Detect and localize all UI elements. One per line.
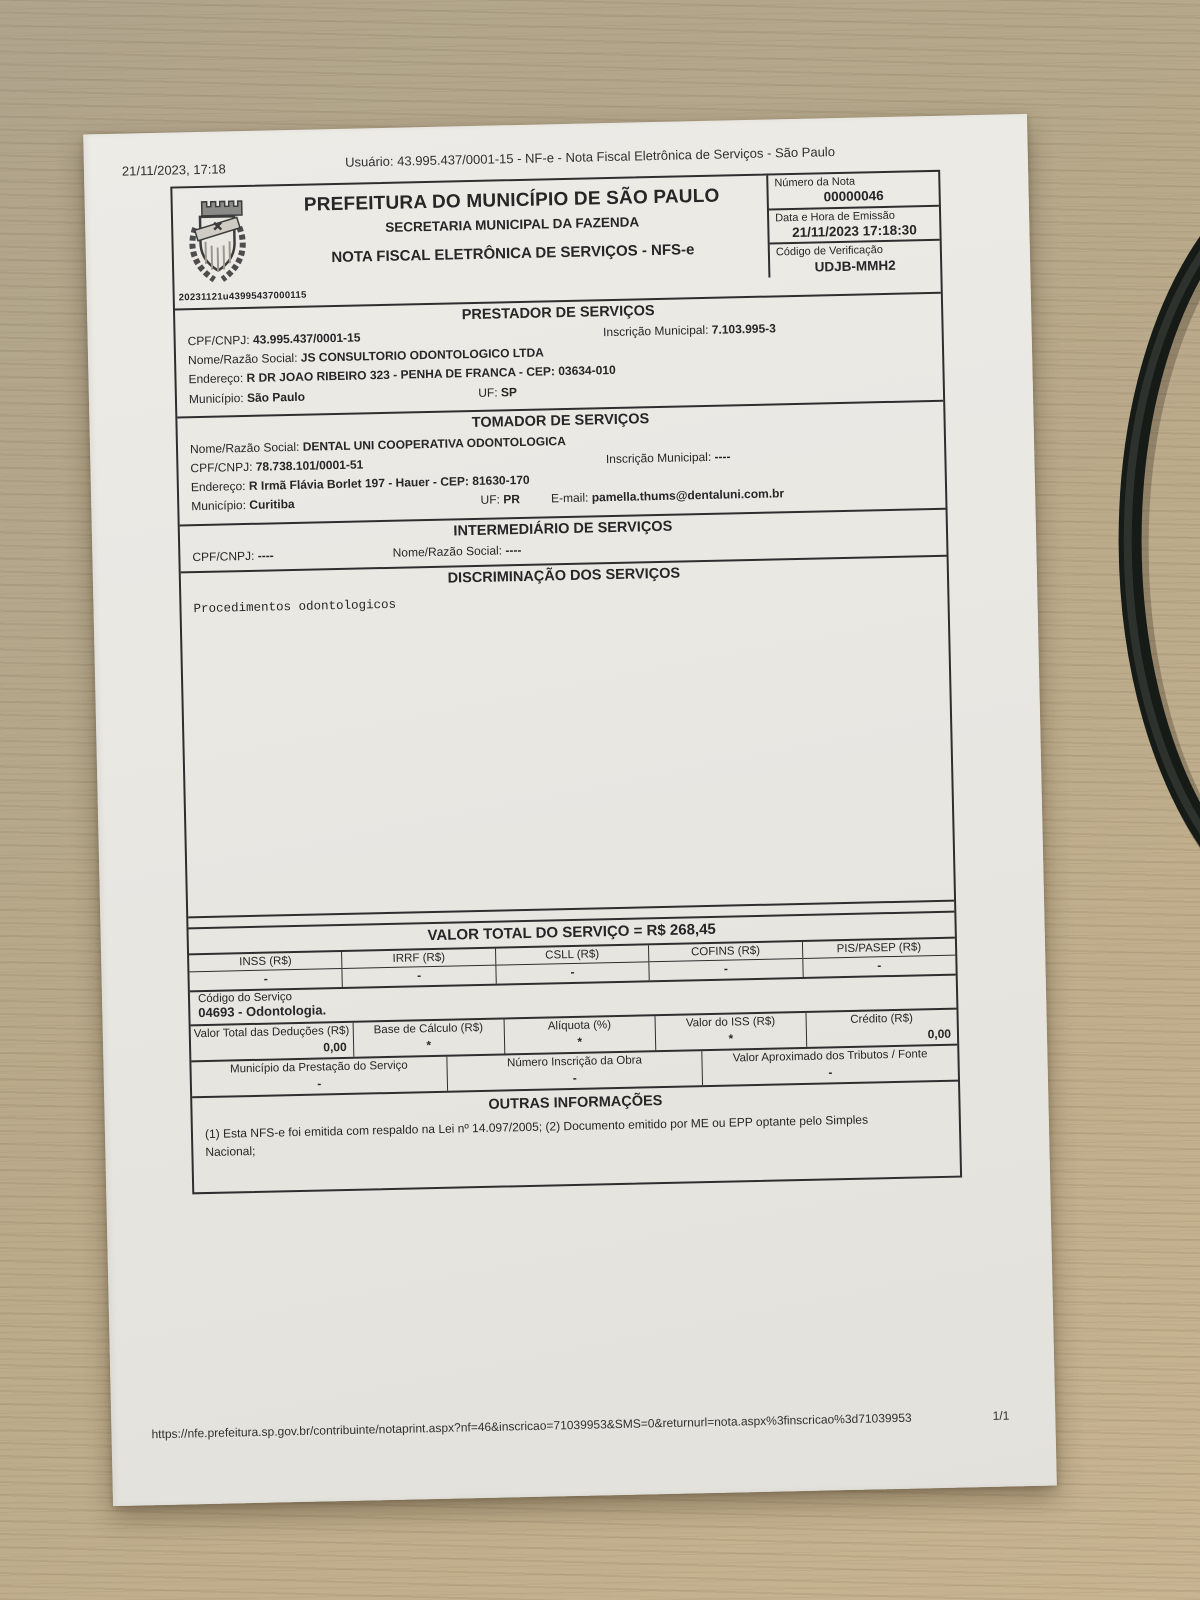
prestador-cpf-label: CPF/CNPJ: [187, 332, 250, 349]
tax-cell-csll [495, 945, 649, 983]
prestador-im-label: Inscrição Municipal: [602, 322, 709, 340]
tomador-cpf-value: 78.738.101/0001-51 [255, 457, 364, 474]
tributos-fonte-cell [702, 1045, 958, 1085]
discriminacao-section [181, 554, 954, 916]
tributos-fonte-label: Valor Aproximado dos Tributos / Fonte [732, 1047, 928, 1065]
intermediario-cpf-label: CPF/CNPJ: [192, 548, 255, 564]
base-calculo-label: Base de Cálculo (R$) [373, 1021, 484, 1037]
prestador-endereco-label: Endereço: [188, 371, 244, 387]
credito-cell [805, 1009, 957, 1046]
prestador-cpf-value: 43.995.437/0001-15 [252, 330, 361, 347]
tax-label: INSS (R$) [189, 952, 342, 972]
tomador-email-label: E-mail: [550, 490, 589, 506]
prestador-endereco-value: R DR JOAO RIBEIRO 323 - PENHA DE FRANCA - CEP: 03634-010 [246, 363, 616, 386]
tax-label: PIS/PASEP (R$) [803, 938, 956, 958]
header-left [172, 176, 768, 291]
tomador-nome-value: DENTAL UNI COOPERATIVA ODONTOLOGICA [302, 433, 566, 454]
prestador-uf-label: UF: [478, 385, 498, 400]
outras-informacoes-text: (1) Esta NFS-e foi emitida com respaldo na Lei nº 14.097/2005; (2) Documento emitido por ME ou EPP optante pelo Simples Nacional; [204, 1112, 869, 1160]
emissao-value: 21/11/2023 17:18:30 [791, 222, 917, 240]
prestador-section [175, 292, 943, 416]
aliquota-value: * [577, 1034, 583, 1049]
secretaria-subtitle: SECRETARIA MUNICIPAL DA FAZENDA [385, 214, 640, 235]
deducoes-cell [191, 1022, 353, 1060]
tomador-im-label: Inscrição Municipal: [605, 449, 712, 467]
outras-informacoes-section [192, 1079, 960, 1192]
discriminacao-title: DISCRIMINAÇÃO DOS SERVIÇOS [447, 565, 681, 587]
tomador-uf-value: PR [503, 492, 521, 507]
valor-iss-value: * [728, 1031, 734, 1046]
nfse-doc-title: NOTA FISCAL ELETRÔNICA DE SERVIÇOS - NFS-e [331, 241, 695, 267]
browser-print-footer [111, 1408, 1055, 1442]
tax-cell-pispasep [802, 938, 956, 976]
nfse-document [170, 170, 962, 1194]
codigo-servico-label: Código do Serviço [197, 990, 293, 1005]
discriminacao-text: Procedimentos odontologicos [193, 597, 397, 616]
header-right-column [766, 172, 940, 278]
tax-cell-irrf [341, 948, 495, 986]
inscricao-obra-label: Número Inscrição da Obra [506, 1054, 643, 1070]
tomador-uf-label: UF: [480, 492, 501, 508]
tomador-im-value: ---- [714, 449, 731, 464]
header-titles [256, 176, 768, 268]
prestador-im-value: 7.103.995-3 [711, 321, 776, 337]
aliquota-cell [503, 1016, 655, 1053]
tomador-endereco-label: Endereço: [190, 479, 246, 495]
codigo-servico-value: 04693 - Odontologia. [198, 1002, 327, 1020]
tomador-endereco-value: R Irmã Flávia Borlet 197 - Hauer - CEP: 81630-170 [248, 472, 530, 494]
verificacao-value: UDJB-MMH2 [814, 257, 896, 275]
tomador-municipio-value: Curitiba [249, 497, 295, 513]
footer-page-number: 1/1 [992, 1408, 1010, 1423]
municipio-prestacao-value: - [317, 1076, 322, 1091]
numero-da-nota-box [768, 172, 939, 210]
intermediario-cpf-value: ---- [257, 547, 274, 563]
prefeitura-title: PREFEITURA DO MUNICÍPIO DE SÃO PAULO [303, 185, 720, 216]
prestador-municipio-label: Município: [188, 390, 244, 406]
valor-iss-cell [654, 1013, 806, 1050]
tomador-cpf-label: CPF/CNPJ: [190, 459, 253, 476]
tomador-title: TOMADOR DE SERVIÇOS [471, 410, 650, 431]
base-calculo-cell [352, 1019, 504, 1056]
tomador-municipio-label: Município: [191, 498, 247, 514]
tax-value: - [877, 957, 882, 973]
emissao-label: Data e Hora de Emissão [775, 209, 896, 225]
numero-value: 00000046 [823, 188, 884, 205]
base-calculo-value: * [426, 1037, 432, 1052]
inscricao-obra-cell [446, 1051, 702, 1091]
municipio-prestacao-label: Município da Prestação do Serviço [229, 1059, 408, 1076]
intermediario-title: INTERMEDIÁRIO DE SERVIÇOS [453, 518, 673, 539]
prestador-nome-label: Nome/Razão Social: [187, 351, 298, 368]
verificacao-box [770, 241, 941, 277]
valor-total-row: VALOR TOTAL DO SERVIÇO = R$ 268,45 [188, 910, 954, 953]
prestador-uf-value: SP [500, 384, 518, 399]
tax-cell-inss [189, 952, 342, 990]
intermediario-nome-value: ---- [505, 542, 522, 557]
tomador-section [177, 400, 945, 524]
tax-value: - [263, 971, 268, 986]
tax-label: IRRF (R$) [342, 948, 495, 968]
tax-cell-cofins [648, 942, 802, 980]
tributos-fonte-value: - [828, 1065, 833, 1080]
prestador-nome-value: JS CONSULTORIO ODONTOLOGICO LTDA [300, 345, 545, 365]
intermediario-nome-label: Nome/Razão Social: [392, 542, 503, 560]
credito-value: 0,00 [927, 1026, 952, 1041]
valor-iss-label: Valor do ISS (R$) [685, 1015, 776, 1030]
invoice-paper [83, 114, 1057, 1506]
barcode-text: 20231121u43995437000115 [178, 289, 307, 304]
tax-value: - [417, 967, 422, 983]
verificacao-label: Código de Verificação [775, 244, 884, 259]
tax-value: - [723, 961, 729, 976]
municipio-prestacao-cell [191, 1056, 446, 1096]
emissao-box [769, 206, 940, 244]
tomador-nome-label: Nome/Razão Social: [189, 439, 300, 456]
deducoes-label: Valor Total das Deduções (R$) [193, 1024, 350, 1040]
tax-label: COFINS (R$) [649, 942, 802, 962]
tax-label: CSLL (R$) [496, 945, 649, 965]
numero-label: Número da Nota [774, 175, 856, 190]
print-timestamp: 21/11/2023, 17:18 [121, 161, 226, 179]
footer-url: https://nfe.prefeitura.sp.gov.br/contribuinte/notaprint.aspx?nf=46&inscricao=71039953&SMS=0&returnurl=nota.aspx%3finscricao%3d71039953 [151, 1410, 912, 1442]
tax-value: - [570, 964, 575, 979]
credito-label: Crédito (R$) [850, 1012, 914, 1026]
inscricao-obra-value: - [572, 1070, 577, 1085]
sao-paulo-coat-of-arms-icon [184, 193, 250, 286]
outras-informacoes-title: OUTRAS INFORMAÇÕES [488, 1092, 663, 1113]
print-user-line: Usuário: 43.995.437/0001-15 - NF-e - Nota Fiscal Eletrônica de Serviços - São Paulo [344, 144, 836, 170]
aliquota-label: Alíquota (%) [547, 1018, 612, 1033]
document-header [172, 172, 940, 291]
prestador-title: PRESTADOR DE SERVIÇOS [461, 303, 655, 324]
tomador-email-value: pamella.thums@dentaluni.com.br [591, 486, 785, 505]
deducoes-value: 0,00 [323, 1039, 347, 1055]
prestador-municipio-value: São Paulo [246, 389, 306, 405]
